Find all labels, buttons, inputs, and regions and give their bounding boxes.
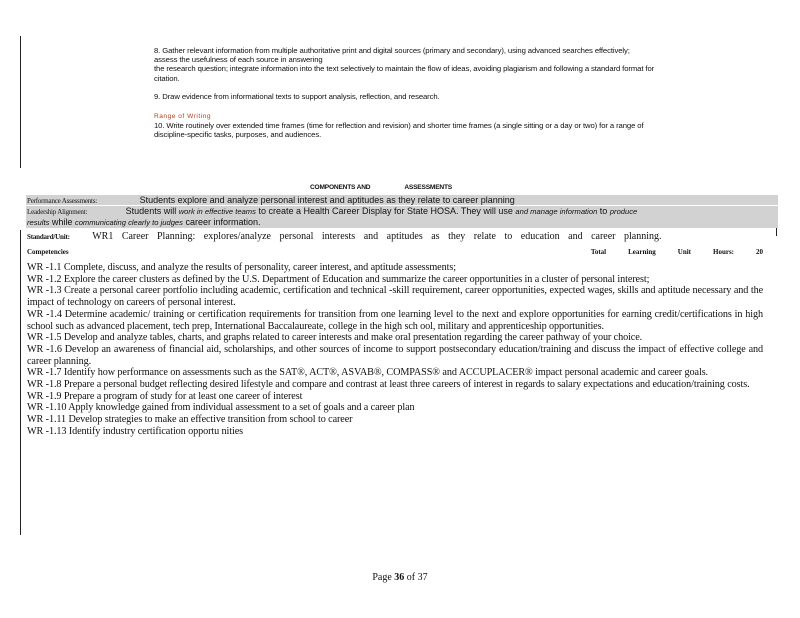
competency-item: WR -1.9 Prepare a program of study for at least one career of interest [27,390,303,402]
leadership-text-b: work in effective teams [178,207,256,216]
competency-item: WR -1.6 Develop an awareness of financial aid, scholarships, and other sources of income to support postsecondary education/training and discuss the impact of effective college and career planning. [27,343,763,367]
standard-8-line-3: the research question; integrate information into the text selectively to maintain the flow of ideas, avoiding plagiarism and following a standard format for [154,64,655,74]
leadership-line2-c: communicating clearly to judges [74,218,183,227]
standard-9: 9. Draw evidence from informational texts to support analysis, reflection, and research. [154,91,440,101]
standard-8-line-2: assess the usefulness of each source in answering [154,55,323,65]
competency-item: WR -1.4 Determine academic/ training or certification requirements for transition from one learning level to the next and explore opportunities for earning credit/certifications in high school such as advanced placement, tech prep, International Baccalaureate, college in the high sch ool, military and apprenticeship opportunities. [27,308,763,332]
competency-item: WR -1.2 Explore the career clusters as defined by the U.S. Department of Education and summarize the career opportunities in a cluster of personal interest; [27,273,650,285]
performance-text: Students explore and analyze personal interest and aptitudes as they relate to career planning [139,195,515,205]
leadership-text-c: to create a Health Career Display for State HOSA. They will use [255,206,516,216]
competency-list [27,262,763,438]
page-of: of [406,572,416,583]
page-footer [0,572,800,583]
standard-unit-label: Standard/Unit: [27,233,70,241]
page-prefix: Page [372,572,392,583]
hours-label: Hours: [713,248,734,256]
leadership-alignment-row-2 [27,217,261,228]
unit-label: Unit [677,248,691,256]
standard-unit-row [27,231,662,242]
writing-standards [154,46,764,140]
performance-label: Performance Assessments: [27,197,98,205]
competency-item: WR -1.8 Prepare a personal budget reflecting desired lifestyle and compare and contrast at least three careers of interest in regards to salary expectations and education/training costs. [27,379,750,391]
components-heading-left: COMPONENTS AND [310,184,371,191]
competency-item: WR -1.7 Identify how performance on assessments such as the SAT®, ACT®, ASVAB®, COMPASS® and ACCUPLACER® impact personal academic and career goals. [27,367,708,379]
competencies-header-row [27,248,763,256]
competencies-label: Competencies [27,248,69,256]
competency-item: WR -1.11 Develop strategies to make an effective transition from school to career [27,414,353,426]
range-of-writing-heading: Range of Writing [154,113,211,121]
competency-item: WR -1.10 Apply knowledge gained from individual assessment to a set of goals and a career plan [27,402,415,414]
competency-item: WR -1.1 Complete, discuss, and analyze the results of personality, career interest, and aptitude assessments; [27,262,456,273]
leadership-text-e: to [597,206,610,216]
leadership-label: Leadership Alignment: [27,208,88,216]
unit-hours [569,248,763,256]
total-pages: 37 [417,572,428,583]
left-border-bottom [20,230,21,535]
total-label: Total [590,248,607,256]
standard-10-line-2: discipline-specific tasks, purposes, and audiences. [154,130,322,140]
components-assessments-heading [310,184,452,191]
standard-8-line-1: 8. Gather relevant information from multiple authoritative print and digital sources (primary and secondary), using advanced searches effectively; [154,46,630,55]
leadership-line2-a: results [27,218,50,227]
components-heading-right: ASSESSMENTS [404,184,452,191]
standard-10-line-1: 10. Write routinely over extended time frames (time for reflection and revision) and shorter time frames (a single sitting or a day or two) for a range of [154,121,644,131]
standard-unit-text: WR1 Career Planning: explores/analyze personal interests and aptitudes as they relate to education and career planning. [92,231,662,242]
leadership-line2-d: career information. [182,217,261,227]
learning-label: Learning [628,248,656,256]
leadership-text-d: and manage information [515,207,598,216]
leadership-line2-b: while [49,217,75,227]
competency-item: WR -1.13 Identify industry certification opportu nities [27,425,244,437]
leadership-text-a: Students will [125,206,179,216]
leadership-text-f: produce [609,207,638,216]
left-border-top [20,36,21,168]
competency-item: WR -1.3 Create a personal career portfolio including academic, certification and technical -skill requirement, career opportunities, expected wages, skills and aptitude necessary and the impact of technology on careers of personal interest. [27,285,763,309]
competency-item: WR -1.5 Develop and analyze tables, charts, and graphs related to career interests and make oral presentation regarding the career pathway of your choice. [27,332,643,344]
page-number: 36 [394,572,405,583]
standard-8-line-4: citation. [154,73,180,83]
hours-value: 20 [756,248,763,256]
